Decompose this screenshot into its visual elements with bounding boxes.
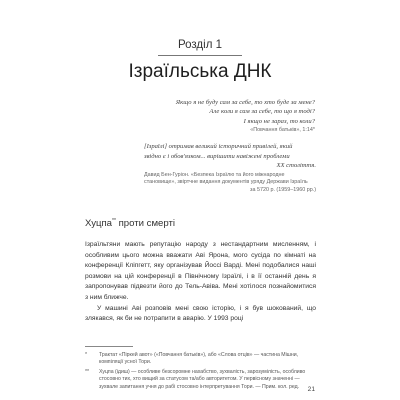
section-heading-word: Хуцпа <box>85 218 113 229</box>
page-number: 21 <box>307 386 315 393</box>
footnote-mark: * <box>85 352 88 358</box>
second-epigraph-line: [Ізраїлі] отримав великий історичний привілей, який <box>144 143 293 150</box>
footnote-divider <box>85 346 133 347</box>
second-epigraph-attribution <box>144 172 316 195</box>
body-paragraph: У машині Аві розповів мені свою історію, і я був шокований, що злякався, як би не потрапити в аварію. У 1993 році <box>85 304 316 323</box>
epigraph <box>115 98 315 136</box>
footnote <box>85 369 316 391</box>
chapter-divider <box>158 55 242 56</box>
footnote-marker: ** <box>112 218 116 224</box>
chapter-header <box>0 38 400 83</box>
attribution-line: Давид Бен-Гуріон. «Безпека Ізраїлю та його міжнародне <box>144 171 285 178</box>
footnote <box>85 352 316 367</box>
epigraph-line: І якщо не зараз, то коли? <box>243 117 315 125</box>
body-text <box>85 240 316 325</box>
second-epigraph-line: XX століття. <box>276 162 316 170</box>
footnote-mark: ** <box>85 368 90 375</box>
footnotes <box>85 352 316 393</box>
section-heading-rest: проти смерті <box>115 218 176 229</box>
attribution-line: за 5720 р. (1959–1960 рр.) <box>249 186 316 193</box>
chapter-label: Розділ 1 <box>177 39 223 51</box>
epigraph-line: Але коли я сам за себе, то що я тоді? <box>209 108 315 116</box>
epigraph-source: «Повчання батьків», 1:14* <box>250 127 315 134</box>
chapter-title: Ізраїльська ДНК <box>128 61 272 82</box>
second-epigraph-line: звідно є і обов'язком... вирішити навіжені проблеми <box>144 152 290 160</box>
epigraph-line: Якщо я не буду сам за себе, то хто буде за мене? <box>175 99 315 106</box>
attribution-line: становище», звіртчне видання документів уряду Держави Ізраїль <box>144 179 308 186</box>
footnote-text: Трактат «Піркей авот» («Повчання батьків»), або «Слова отців» — частина Мішни, компіляції усної Тори. <box>99 352 299 366</box>
body-paragraph: Ізраїльтяни мають репутацію народу з нестандартним мисленням, і особливим цього можна вважати Аві Ярона, мого сусіда по кімнаті на конференції Кліпгетт, яку організував Йоссі Варді. Мені подобалися наші розмови на цій конференції в Північному Ізраїлі, і в її останній день я запропонував підвезти його до Тель-Авіва. Мені хотілося познайомитися з ним ближче. <box>85 241 316 301</box>
section-heading <box>85 218 175 229</box>
footnote-text: Хуцпа (ідиш) — особливе безсоромне нахабство, зухвалість, зарозумілість, особливо стосовно тих, хто вищий за статусом та/або авторитетом. У первісному значенні — зухвале запитання учня до рабі стосовно інтерпретування Тори. — Прим. кол. ред. <box>99 368 306 390</box>
second-epigraph <box>144 142 316 195</box>
